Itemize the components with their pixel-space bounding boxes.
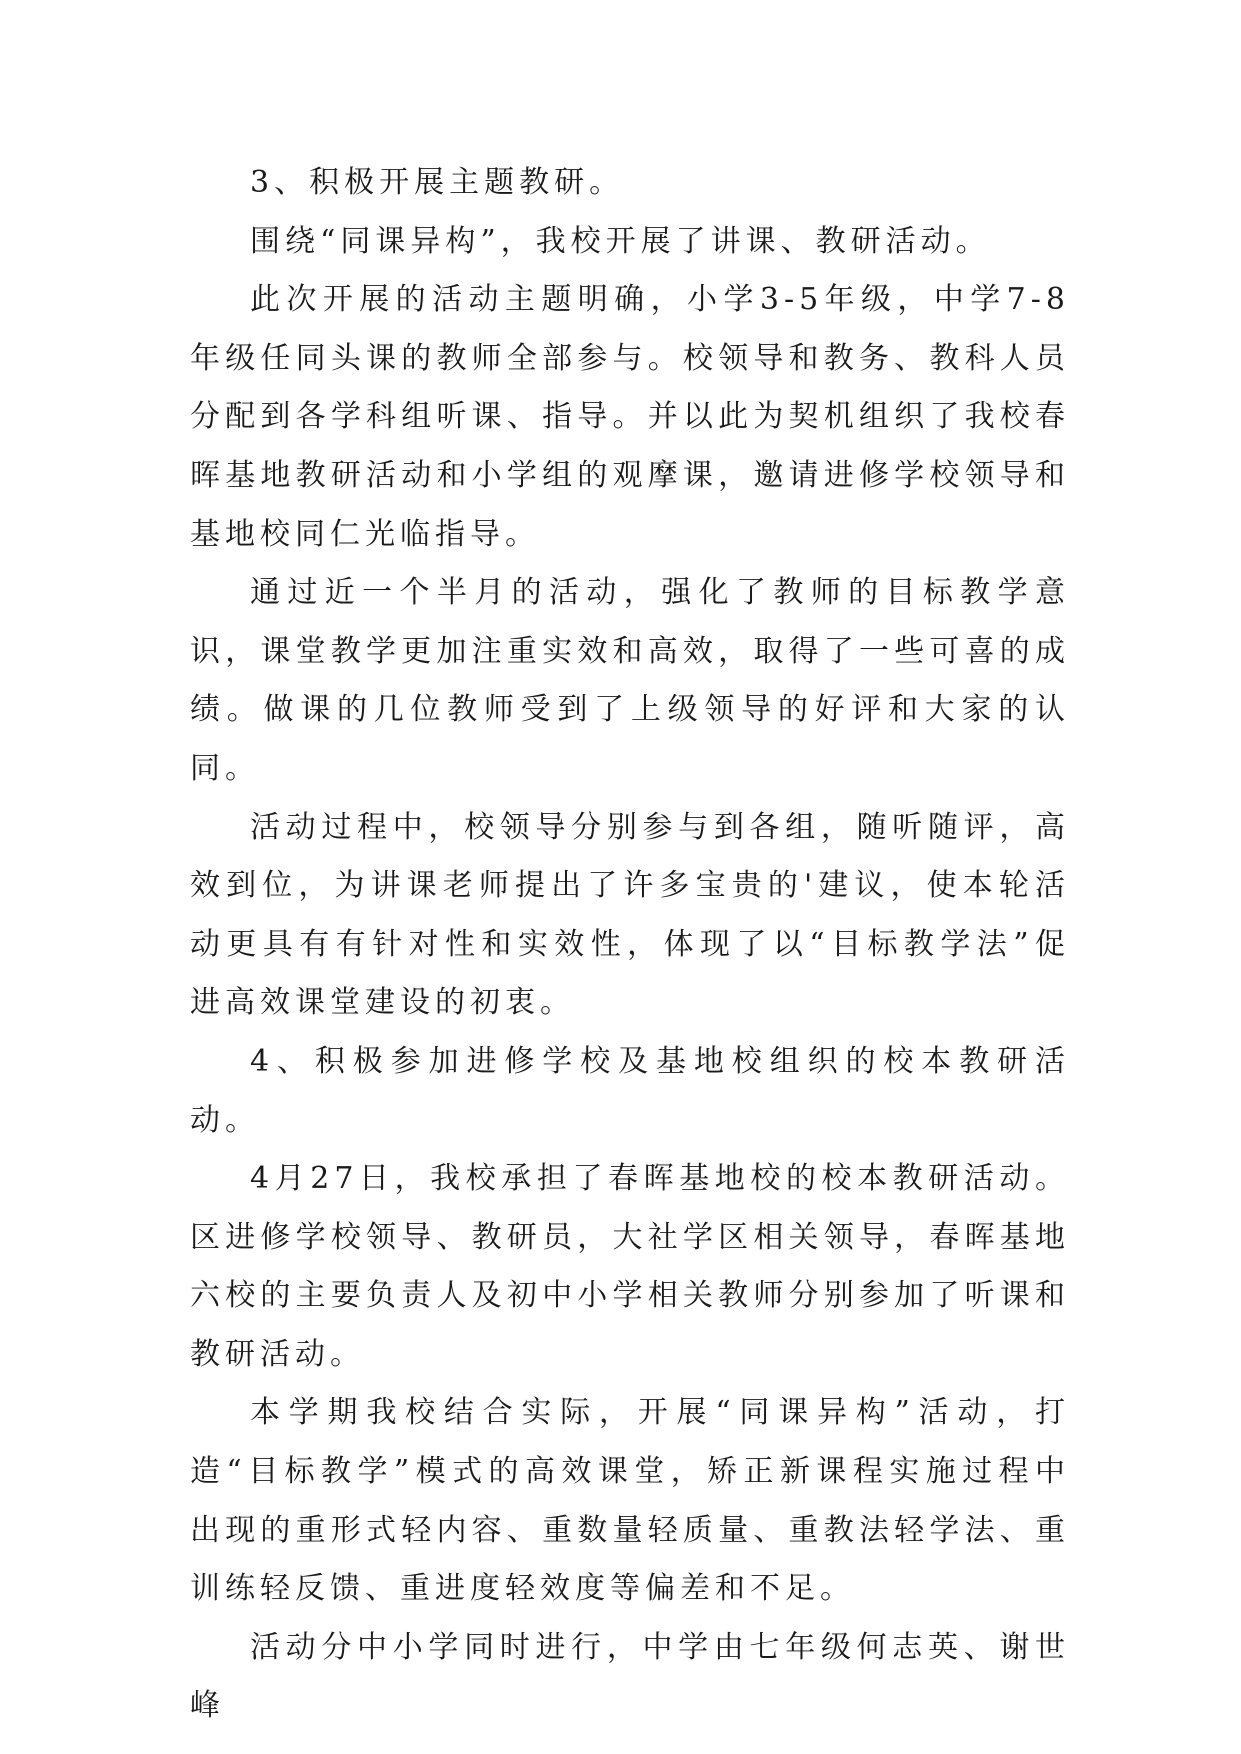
paragraph: 本学期我校结合实际，开展“同课异构”活动，打造“目标教学”模式的高效课堂，矫正新课程实施过程中出现的重形式轻内容、重数量轻质量、重教法轻学法、重训练轻反馈、重进度轻效度等偏差和不足。 (190, 1395, 1070, 1607)
paragraph-heading-4: 4、积极参加进修学校及基地校组织的校本教研活动。 (190, 1043, 1070, 1138)
paragraph: 通过近一个半月的活动，强化了教师的目标教学意识，课堂教学更加注重实效和高效，取得了一些可喜的成绩。做课的几位教师受到了上级领导的好评和大家的认同。 (190, 575, 1070, 786)
paragraph: 活动过程中，校领导分别参与到各组，随听随评，高效到位，为讲课老师提出了许多宝贵的'建议，使本轮活动更具有有针对性和实效性，体现了以“目标教学法”促进高效课堂建设的初衷。 (190, 809, 1070, 1021)
paragraph: 4月27日，我校承担了春晖基地校的校本教研活动。区进修学校领导、教研员，大社学区相关领导，春晖基地六校的主要负责人及初中小学相关教师分别参加了听课和教研活动。 (190, 1161, 1070, 1372)
paragraph: 围绕“同课异构”，我校开展了讲课、教研活动。 (250, 223, 991, 259)
paragraph-heading-3: 3、积极开展主题教研。 (250, 165, 625, 200)
document-body (190, 154, 1070, 1736)
paragraph: 活动分中小学同时进行，中学由七年级何志英、谢世峰 (190, 1629, 1070, 1724)
paragraph: 此次开展的活动主题明确，小学3-5年级，中学7-8年级任同头课的教师全部参与。校领导和教务、教科人员分配到各学科组听课、指导。并以此为契机组织了我校春晖基地教研活动和小学组的观摩课，邀请进修学校领导和基地校同仁光临指导。 (190, 282, 1070, 552)
